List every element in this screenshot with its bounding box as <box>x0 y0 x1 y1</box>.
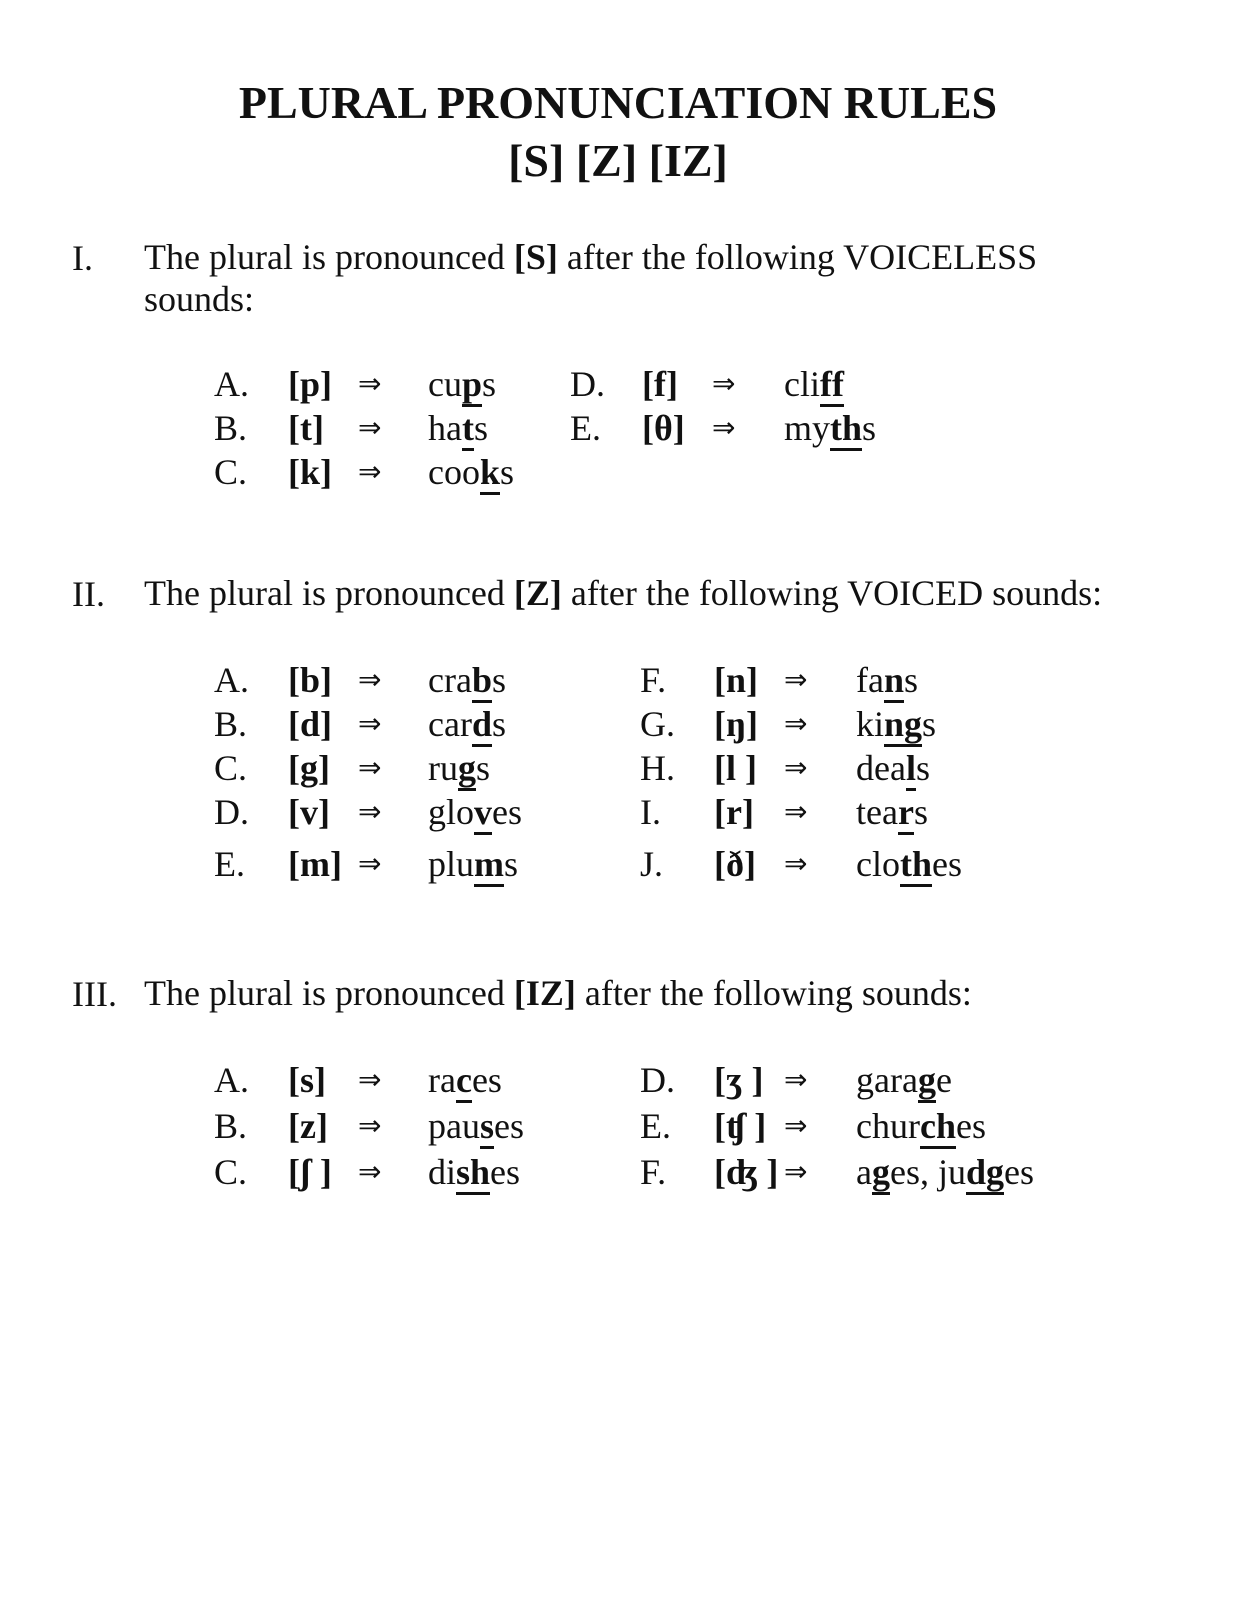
phonetic-symbol: [ʤ ] <box>714 1152 779 1192</box>
word-highlight: th <box>830 408 862 451</box>
example-word <box>428 454 514 490</box>
right-arrow-icon: ⇒ <box>358 663 382 696</box>
item-letter: E. <box>570 408 601 448</box>
word-highlight: ch <box>920 1106 956 1149</box>
right-arrow-icon: ⇒ <box>784 1109 808 1142</box>
item-letter: A. <box>214 364 249 404</box>
section-3-text-before: The plural is pronounced <box>144 973 514 1013</box>
word-part: ha <box>428 408 462 448</box>
item-letter: C. <box>214 748 248 788</box>
word-part: s <box>862 408 877 448</box>
phonetic-symbol: [k] <box>288 452 332 492</box>
word-part: chur <box>856 1106 920 1146</box>
section-2-text-after: after the following VOICED sounds: <box>561 573 1103 613</box>
word-part: car <box>428 704 472 744</box>
item-letter: D. <box>570 364 605 404</box>
item-letter: B. <box>214 1106 248 1146</box>
word-part: di <box>428 1152 457 1192</box>
word-part: ki <box>856 704 885 744</box>
example-word <box>784 366 844 402</box>
right-arrow-icon: ⇒ <box>358 411 382 444</box>
word-highlight: n <box>884 660 904 703</box>
phonetic-symbol: [ʒ ] <box>714 1060 764 1100</box>
word-highlight: s <box>480 1106 494 1149</box>
right-arrow-icon: ⇒ <box>784 1063 808 1096</box>
word-highlight: t <box>462 408 474 451</box>
example-word <box>856 794 928 830</box>
section-3-sound: [IZ] <box>513 973 576 1013</box>
item-letter: B. <box>214 704 248 744</box>
word-highlight: l <box>906 748 916 791</box>
right-arrow-icon: ⇒ <box>784 847 808 880</box>
phonetic-symbol: [θ] <box>642 408 685 448</box>
section-1-text-after: after the following VOICELESS sounds: <box>144 237 1038 319</box>
right-arrow-icon: ⇒ <box>784 751 808 784</box>
word-part: gara <box>856 1060 918 1100</box>
word-highlight: c <box>456 1060 472 1103</box>
word-part: s <box>473 408 488 448</box>
word-highlight: g <box>458 748 476 791</box>
word-part: cra <box>428 660 472 700</box>
word-part: es <box>955 1106 986 1146</box>
word-part: es <box>492 792 523 832</box>
section-3-number: III. <box>72 974 117 1014</box>
word-part: coo <box>428 452 480 492</box>
right-arrow-icon: ⇒ <box>784 663 808 696</box>
word-highlight: p <box>462 364 482 407</box>
example-word <box>856 1108 986 1144</box>
phonetic-symbol: [ð] <box>714 844 756 884</box>
phonetic-symbol: [ŋ] <box>714 704 758 744</box>
item-letter: A. <box>214 660 249 700</box>
word-highlight: ng <box>884 704 922 747</box>
right-arrow-icon: ⇒ <box>358 795 382 828</box>
phonetic-symbol: [s] <box>288 1060 326 1100</box>
item-letter: I. <box>640 792 661 832</box>
right-arrow-icon: ⇒ <box>712 411 736 444</box>
word-part: s <box>482 364 497 404</box>
phonetic-symbol: [ʃ ] <box>288 1152 332 1192</box>
example-word <box>784 410 876 446</box>
word-part: s <box>915 748 930 788</box>
word-part: s <box>491 704 506 744</box>
word-part: s <box>913 792 928 832</box>
word-part: s <box>922 704 937 744</box>
item-letter: H. <box>640 748 675 788</box>
word-part: es <box>494 1106 524 1146</box>
word-part: cli <box>784 364 820 404</box>
item-letter: E. <box>214 844 245 884</box>
example-word <box>428 1108 524 1144</box>
phonetic-symbol: [z] <box>288 1106 328 1146</box>
word-highlight: k <box>480 452 500 495</box>
word-part: es <box>932 844 962 884</box>
phonetic-symbol: [v] <box>288 792 330 832</box>
phonetic-symbol: [b] <box>288 660 332 700</box>
example-word <box>856 706 936 742</box>
word-part: es <box>1004 1152 1035 1192</box>
example-word <box>856 1062 952 1098</box>
right-arrow-icon: ⇒ <box>358 847 382 880</box>
section-2-number: II. <box>72 574 105 614</box>
phonetic-symbol: [n] <box>714 660 758 700</box>
phonetic-symbol: [f] <box>642 364 678 404</box>
section-2-heading <box>144 572 1204 614</box>
word-part: fa <box>856 660 884 700</box>
item-letter: B. <box>214 408 248 448</box>
item-letter: E. <box>640 1106 671 1146</box>
word-highlight: v <box>474 792 492 835</box>
page-title: PLURAL PRONUNCIATION RULES <box>238 77 998 128</box>
section-1-number: I. <box>72 238 93 278</box>
word-part: e <box>935 1060 952 1100</box>
word-part: pau <box>428 1106 480 1146</box>
word-highlight: ff <box>820 364 844 407</box>
word-part: es <box>490 1152 521 1192</box>
example-word <box>856 846 962 882</box>
word-part: dea <box>856 748 906 788</box>
word-part: es <box>471 1060 502 1100</box>
right-arrow-icon: ⇒ <box>358 751 382 784</box>
item-letter: F. <box>640 1152 667 1192</box>
item-letter: F. <box>640 660 667 700</box>
word-highlight: d <box>472 704 492 747</box>
phonetic-symbol: [g] <box>288 748 330 788</box>
right-arrow-icon: ⇒ <box>712 367 736 400</box>
right-arrow-icon: ⇒ <box>358 1109 382 1142</box>
example-word <box>428 1062 502 1098</box>
example-word <box>856 662 918 698</box>
section-2-text-before: The plural is pronounced <box>144 573 514 613</box>
phonetic-symbol: [ʧ ] <box>714 1106 767 1146</box>
word-part: ru <box>428 748 458 788</box>
word-part: tea <box>856 792 898 832</box>
example-word <box>428 846 518 882</box>
word-part: cu <box>428 364 462 404</box>
word-part: a <box>856 1152 872 1192</box>
word-part: ra <box>428 1060 456 1100</box>
example-word <box>428 1154 520 1190</box>
word-highlight: m <box>474 844 504 887</box>
phonetic-symbol: [r] <box>714 792 754 832</box>
example-word <box>856 750 930 786</box>
phonetic-symbol: [d] <box>288 704 332 744</box>
right-arrow-icon: ⇒ <box>784 707 808 740</box>
word-highlight: th <box>900 844 932 887</box>
word-highlight: g <box>918 1060 936 1103</box>
right-arrow-icon: ⇒ <box>358 707 382 740</box>
example-word <box>428 410 488 446</box>
phonetic-symbol: [l ] <box>714 748 757 788</box>
word-part: my <box>784 408 831 448</box>
phonetic-symbol: [p] <box>288 364 332 404</box>
item-letter: C. <box>214 1152 248 1192</box>
item-letter: A. <box>214 1060 249 1100</box>
item-letter: C. <box>214 452 248 492</box>
right-arrow-icon: ⇒ <box>358 1155 382 1188</box>
right-arrow-icon: ⇒ <box>358 367 382 400</box>
word-highlight: b <box>472 660 492 703</box>
example-word <box>428 662 506 698</box>
word-highlight: dg <box>966 1152 1004 1195</box>
example-word <box>428 750 490 786</box>
example-word <box>428 366 496 402</box>
word-part: s <box>491 660 506 700</box>
item-letter: G. <box>640 704 675 744</box>
word-part: es, ju <box>889 1152 966 1192</box>
right-arrow-icon: ⇒ <box>784 795 808 828</box>
word-part: glo <box>428 792 475 832</box>
right-arrow-icon: ⇒ <box>358 455 382 488</box>
item-letter: D. <box>214 792 249 832</box>
section-3-text-after: after the following sounds: <box>575 973 972 1013</box>
example-word <box>856 1154 1034 1190</box>
word-highlight: g <box>872 1152 890 1195</box>
right-arrow-icon: ⇒ <box>358 1063 382 1096</box>
section-1-text-before: The plural is pronounced <box>144 237 514 277</box>
phonetic-symbol: [m] <box>288 844 342 884</box>
right-arrow-icon: ⇒ <box>784 1155 808 1188</box>
section-3-heading <box>144 972 1204 1014</box>
word-part: plu <box>428 844 475 884</box>
phonetic-symbol: [t] <box>288 408 324 448</box>
word-part: clo <box>856 844 900 884</box>
word-part: s <box>500 452 515 492</box>
example-word <box>428 794 522 830</box>
word-part: s <box>504 844 519 884</box>
item-letter: J. <box>640 844 664 884</box>
word-part: s <box>476 748 491 788</box>
example-word <box>428 706 506 742</box>
item-letter: D. <box>640 1060 675 1100</box>
word-part: s <box>904 660 919 700</box>
section-1-sound: [S] <box>513 237 558 277</box>
section-1-heading <box>144 236 1044 320</box>
word-highlight: sh <box>456 1152 490 1195</box>
page-subtitle: [S] [Z] [IZ] <box>508 135 728 186</box>
word-highlight: r <box>898 792 914 835</box>
section-2-sound: [Z] <box>513 573 562 613</box>
